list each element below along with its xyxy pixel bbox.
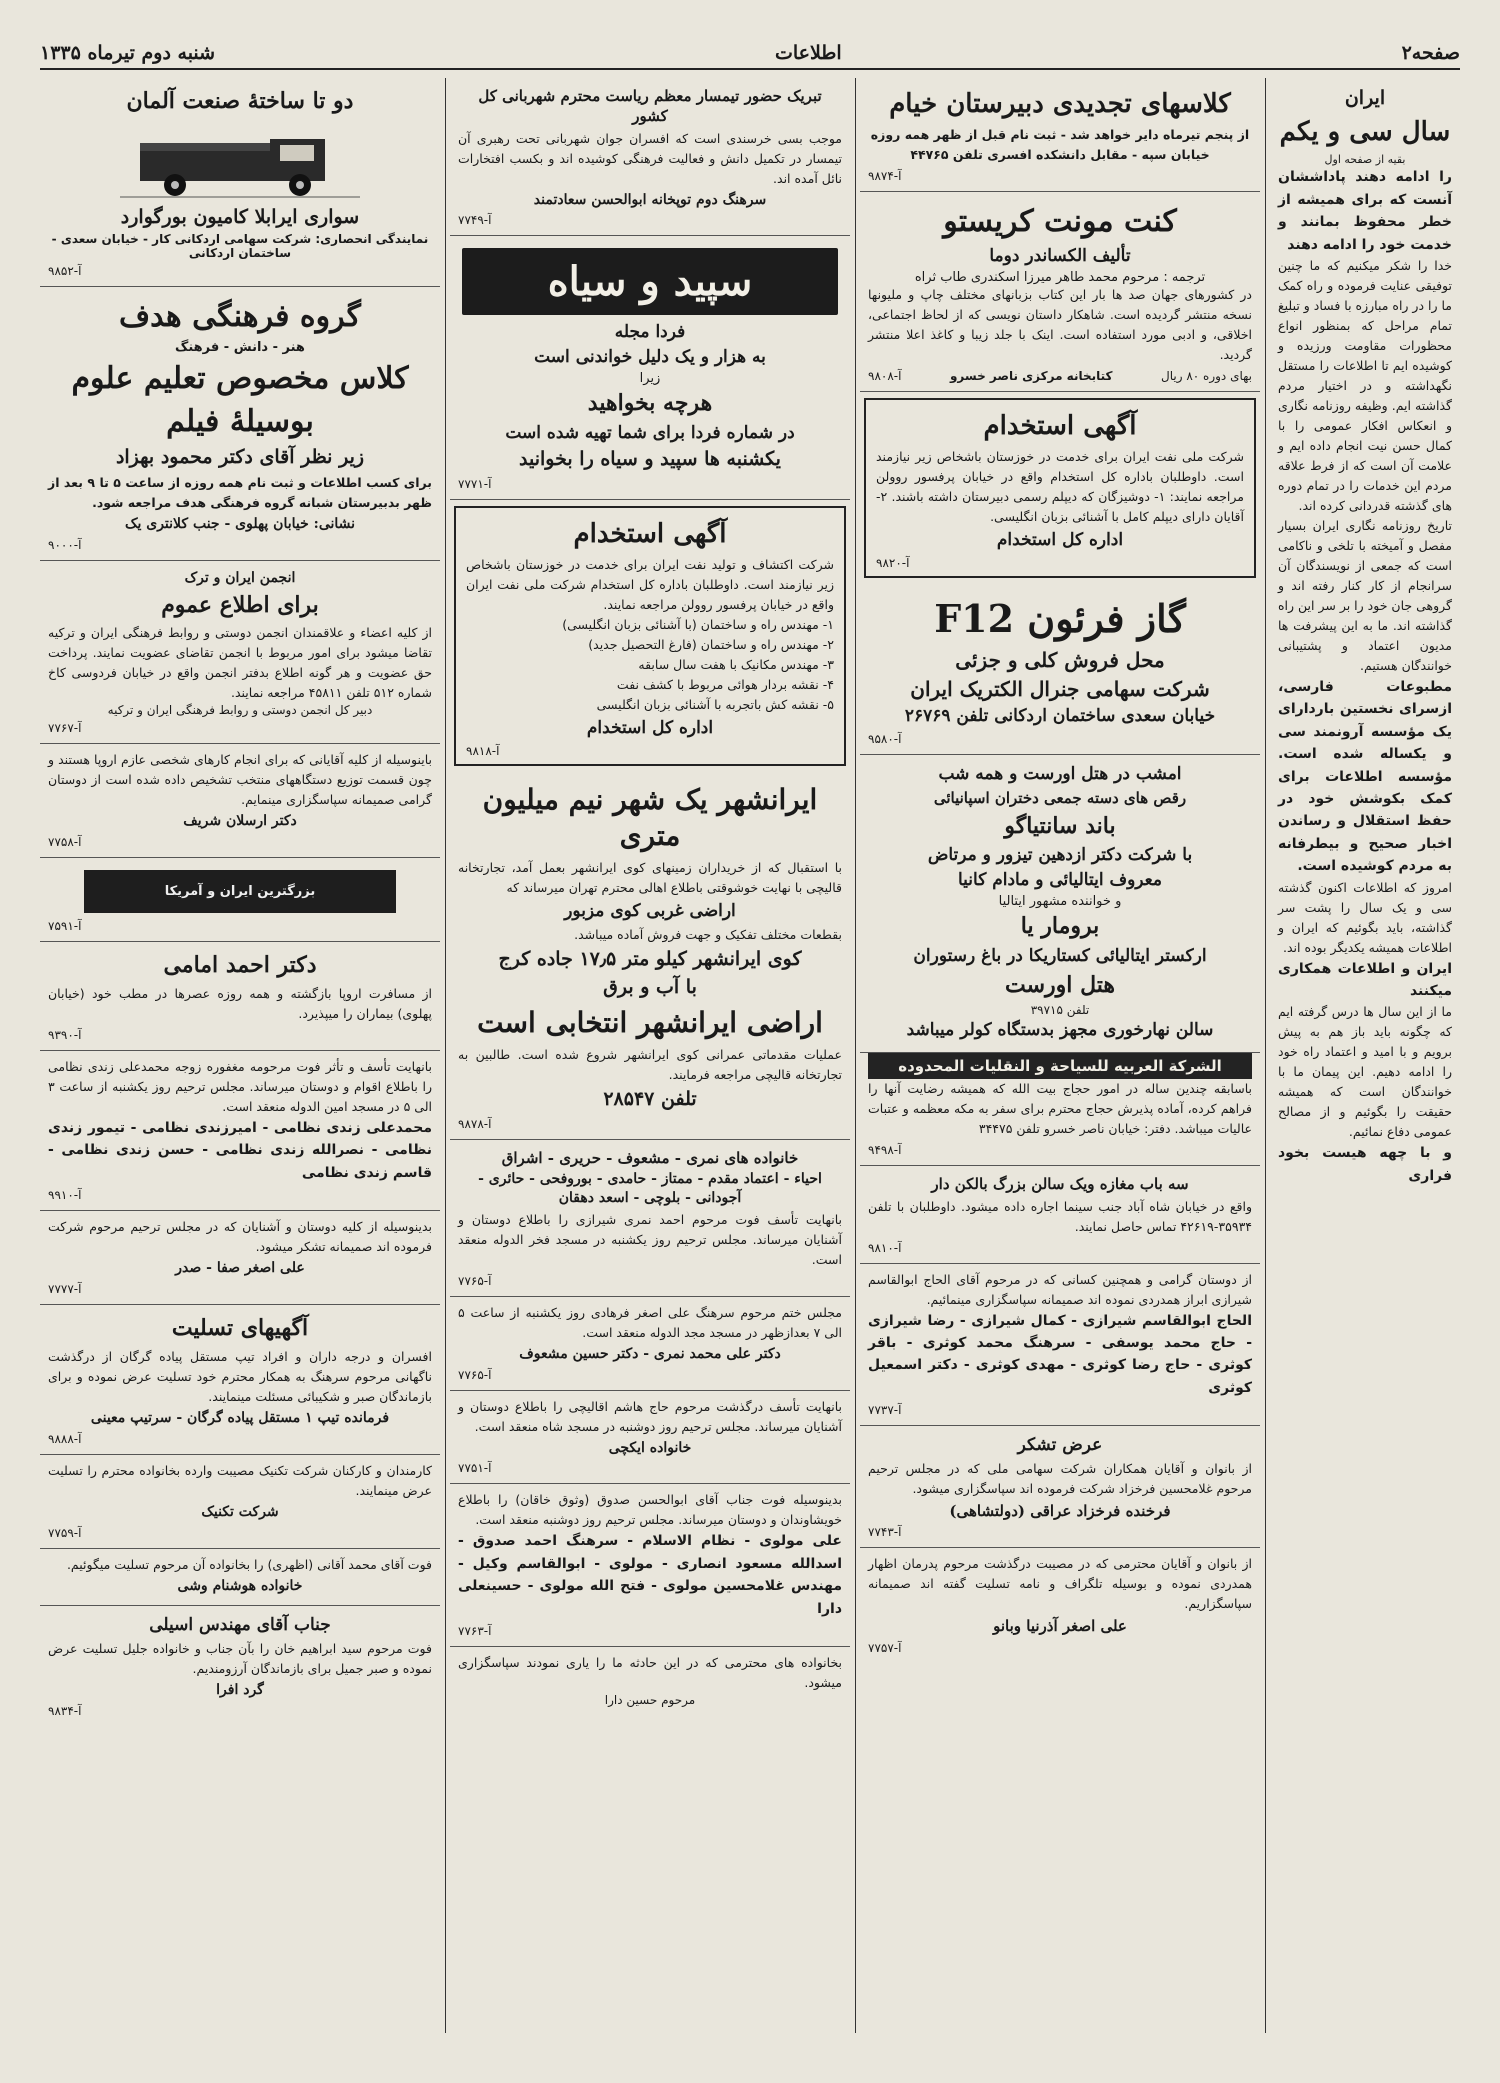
ad-subtitle: هنر - دانش - فرهنگ [175,340,305,356]
ad-highlight: با آب و برق [603,975,697,998]
ad-ref: آ-۹۸۵۲ [48,264,82,279]
ad-condolences-section [40,1305,440,1455]
editorial-paragraph: مطبوعات فارسی، ازسرای نخستین باردارای یک مؤسسه آرونمند سی و یکساله شده است. مؤسسه اطلاعات برای کمک بکوشش خود در حفظ استقلال و رساندن اخبار صحیح و بیطرفانه به مردم کوشیده است. [1278,679,1452,875]
ad-names: محمدعلی زندی نظامی - امیرزندی نظامی - تیمور زندی نظامی - نصرالله زندی نظامی - حسن زندی نظامی - قاسم زندی نظامی [48,1120,432,1181]
ad-ref: آ-۹۸۲۰ [876,556,910,571]
editorial-paragraph: تاریخ روزنامه نگاری ایران بسیار مفصل و آمیخته با تلخی و ناکامی است که جمعی از نویسندگان آن سرانجام از کار کنار رفته اند و گروهی جان خود را بر سر این راه گذاشته اند. ما به این پیشرفت ها مدیون اعتماد و پشتیبانی خوانندگان هستیم. [1278,518,1452,673]
ad-title: عرض تشکر [1017,1435,1103,1456]
ad-footer: مرحوم حسین دارا [604,1692,696,1707]
ad-line: در شماره فردا برای شما تهیه شده است [505,422,795,443]
ad-ref: آ-۹۰۰۰ [48,537,82,552]
ad-title: سه باب مغازه ویک سالن بزرگ بالکن دار [931,1175,1189,1194]
ad-signature: فرمانده تیپ ۱ مستقل پیاده گرگان - سرتیپ معینی [90,1409,390,1426]
ad-translator: ترجمه : مرحوم محمد طاهر میرزا اسکندری طاب ثراه [914,270,1206,286]
list-item: ۳- مهندس مکانیک با هفت سال سابقه [638,656,834,672]
ad-ref: آ-۹۸۷۸ [458,1116,492,1131]
ad-highlight: کوی ایرانشهر کیلو متر ۱۷٫۵ جاده کرج [498,948,802,971]
ad-text: فوت مرحوم سید ابراهیم خان را بآن جناب و خانواده جلیل تسلیت عرض نموده و صبر جمیل برای بازماندگان آرزومندیم. [48,1641,432,1677]
ad-text: برای کسب اطلاعات و ثبت نام همه روزه از ساعت ۵ تا ۹ بعد از ظهر بدبیرستان شبانه گروه فرهنگی هدف مراجعه شود. [48,474,432,510]
ad-title: آگهی استخدام [983,411,1137,442]
ad-ref: آ-۷۷۷۱ [458,476,492,491]
column-rule [445,78,446,2033]
ad-signature: سرهنگ دوم توپخانه ابوالحسن سعادتمند [533,191,767,208]
ad-title: دکتر احمد امامی [163,952,317,979]
editorial-paragraph: خدا را شکر میکنیم که ما چنین توفیقی عنایت فرموده و راه کمک ما را در راه مبارزه با فساد و تبلیغ تمام مراحل که بمنظور انواع محظورات مقاومت ورزیده و کوشیده ایم تا اطلاعات را مستقل نگهداشته و در اختیار مردم گذاشته ایم. وظیفه روزنامه نگاری و انعکاس افکار عمومی را با کمال حسن نیت انجام داده ایم و علامت آن است که از فرط علاقه مردم این خدمات را در تمام دوره های گذشته قدردانی کرده اند. [1278,258,1452,513]
ad-monte-cristo [860,192,1260,392]
ad-text: بخانواده های محترمی که در این حادثه ما را یاری نمودند سپاسگزاری میشود. [458,1654,842,1690]
continued-note: بقیه از صفحه اول [1324,153,1406,167]
ad-ref: آ-۷۷۷۷ [48,1282,82,1297]
ad-ref: آ-۷۷۶۵ [458,1273,492,1288]
ad-text: از بانوان و آقایان همکاران شرکت سهامی ملی که در مجلس ترحیم مرحوم غلامحسین فرخزاد شرکت فرموده اند سپاسگزاری میشود. [868,1461,1252,1497]
ad-text: بانهایت تأسف فوت مرحوم احمد نمری شیرازی را باطلاع دوستان و آشنایان میرساند. مجلس ترحیم روز یکشنبه در مسجد فخر الدوله منعقد است. [458,1211,842,1267]
ad-memorial-farhadi [450,1297,850,1391]
ad-text: باسابقه چندین ساله در امور حجاج بیت الله که همیشه رضایت آنها را فراهم کرده، آماده پذیرش حجاج محترم برای سفر به مکه معظمه و عتبات عالیات میباشد. دفتر: خیابان ناصر خسرو تلفن ۳۴۴۷۵ [868,1081,1252,1137]
ad-price: بهای دوره ۸۰ ریال [1161,369,1252,384]
ad-khayyam-classes [860,78,1260,192]
ad-text: موجب بسی خرسندی است که افسران جوان شهربانی تحت رهبری آن تیمسار در تکمیل دانش و فعالیت فرهنگی کوشیده اند و بکسب افتخارات نائل آمده اند. [458,130,842,186]
ad-ref: آ-۷۷۵۷ [868,1640,902,1655]
ad-title: برای اطلاع عموم [161,591,319,618]
ad-signature: شرکت تکنیک [201,1503,279,1520]
ad-ref: آ-۹۸۱۰ [868,1240,902,1255]
truck-illustration [120,121,360,201]
ad-signature: دکتر علی محمد نمری - دکتر حسین مشعوف [519,1345,781,1362]
ad-text: بقطعات مختلف تفکیک و جهت فروش آماده میباشد. [574,927,842,943]
ad-employment-exploration [454,506,846,766]
editorial-paragraph: امروز که اطلاعات اکنون گذشته سی و یک سال را پشت سر گذاشته، باید بگوئیم که ایران و اطلاعات همیشه یکدیگر بوده اند. [1278,879,1452,955]
ad-ref: آ-۷۷۶۷ [48,721,82,736]
ad-thanks-azarnia [860,1548,1260,1662]
ad-line: یکشنبه ها سپید و سیاه را بخوانید [519,447,781,470]
ads-column-4 [40,78,440,2033]
newspaper-name: اطلاعات [774,42,842,64]
ad-ref: آ-۹۸۷۴ [868,169,902,184]
ad-ref: آ-۹۴۹۸ [868,1143,902,1158]
column-rule [855,78,856,2033]
editorial-paragraph: ما از این سال ها درس گرفته ایم که چگونه باید باز هم به پیش برویم و با امید و اعتماد راه خود را ادامه دهیم. این پیمان ما با خوانندگان است که همیشه حقیقت را بگوئیم و از مصالح عمومی دفاع نمائیم. [1278,1004,1452,1140]
ad-title: گروه فرهنگی هدف [119,299,361,335]
ad-condolence-zandi [40,1051,440,1211]
ad-ref: آ-۹۸۰۸ [868,369,902,384]
ad-text: بانهایت تأسف و تأثر فوت مرحومه مغفوره زوجه محمدعلی زندی نظامی را باطلاع اقوام و دوستان میرساند. مجلس ترحیم روز یکشنبه از ساعت ۳ الی ۵ در مسجد امین الدوله منعقد است. [48,1059,432,1115]
ad-text: از کلیه اعضاء و علاقمندان انجمن دوستی و روابط فرهنگی ایران و ترکیه تقاضا میشود برای امور مربوط با انجمن تقاضای عضویت نمایند. پرداخت حق عضویت و هر گونه اطلاع بدفتر انجمن واقع در خیابان فردوسی کاخ شماره ۵۱۲ تلفن ۴۵۸۱۱ مراجعه نمایند. [48,625,432,701]
ad-ref: آ-۷۷۳۷ [868,1403,902,1418]
ad-signature: خانواده هوشنام وشی [177,1577,303,1594]
ad-signature: اداره کل استخدام [586,717,714,738]
ad-condolence-technik [40,1455,440,1549]
ad-thanks-shirazi [860,1264,1260,1427]
ad-product: سواری ایرابلا کامیون بورگوارد [120,205,360,228]
magazine-banner: سپید و سیاه [462,248,838,315]
ad-hadaf-group [40,287,440,561]
ad-title: گاز فرئون F12 [934,596,1186,642]
ad-ref: آ-۷۵۹۱ [48,919,82,934]
ad-arab-travel [860,1053,1260,1166]
ad-line: زیر نظر آقای دکتر محمود بهزاد [115,446,365,469]
ad-line: و خواننده مشهور ایتالیا [998,894,1122,910]
ad-line: فردا مجله [614,322,686,343]
ad-line: هرچه بخواهید [587,390,713,417]
ad-iran-turkey [40,561,440,745]
ad-line: ارکستر ایتالیائی کستاریکا در باغ رستوران [913,945,1207,966]
ad-ref: آ-۹۸۸۸ [48,1431,82,1446]
ad-stamp-box [40,858,440,942]
ad-ref: آ-۹۸۱۸ [466,743,500,758]
ads-column-2 [860,78,1260,2033]
ad-author: تألیف الکساندر دوما [989,246,1131,267]
ad-title: کلاسهای تجدیدی دبیرستان خیام [889,89,1231,119]
ad-borgward [40,78,440,287]
ad-text: بدینوسیله فوت جناب آقای ابوالحسن صدوق (وثوق خاقان) را باطلاع خویشاوندان و دوستان میرساند. مجلس ترحیم روز دوشنبه منعقد است. [458,1492,842,1528]
ad-line: هتل اورست [1005,971,1115,998]
ad-text: عملیات مقدماتی عمرانی کوی ایرانشهر شروع شده است. طالبین به تجارتخانه قالیچی مراجعه فرمایند. [458,1046,842,1082]
ad-names: احیاء - اعتماد مقدم - ممتاز - حامدی - بوروفحی - حائری - آجودانی - بلوچی - اسعد دهقان [478,1170,822,1206]
ad-text: مجلس ختم مرحوم سرهنگ علی اصغر فرهادی روز یکشنبه از ساعت ۵ الی ۷ بعدازظهر در مسجد مجد الدوله منعقد است. [458,1304,842,1340]
ad-title: کنت مونت کریستو [943,204,1177,240]
ad-sharif [40,744,440,858]
ad-signature: اداره کل استخدام [996,530,1124,551]
editorial-column [1270,78,1460,2033]
ad-text: فوت آقای محمد آقانی (اظهری) را بخانواده آن مرحوم تسلیت میگوئیم. [66,1556,432,1572]
ad-iranshahr [450,772,850,1140]
ad-title: جناب آقای مهندس اسیلی [149,1615,331,1636]
editorial-title: سال سی و یکم [1279,116,1451,147]
ad-title: دو تا ساختهٔ صنعت آلمان [126,88,354,114]
ad-employment-oil [864,398,1256,578]
ad-ref: آ-۷۷۶۵ [458,1367,492,1382]
ad-thanks-safa [40,1211,440,1305]
ad-ref: آ-۷۷۶۳ [458,1623,492,1638]
ad-signature: گرد افرا [216,1682,264,1699]
stamp-block: بزرگترین ایران و آمریکا [84,870,396,913]
ad-line: باند سانتیاگو [1004,812,1116,839]
list-item: ۲- مهندس راه و ساختمان (فارغ التحصیل جدید) [588,636,834,652]
list-item: ۱- مهندس راه و ساختمان (با آشنائی بزبان انگلیسی) [562,616,834,632]
ad-highlight: اراضی غربی کوی مزبور [564,901,736,922]
ad-congrats-police [450,78,850,236]
ad-ref: آ-۷۷۵۸ [48,835,82,850]
ad-line: به هزار و یک دلیل خواندنی است [534,347,766,368]
ad-thanks-dara [450,1647,850,1715]
ad-phone: تلفن ۳۹۷۱۵ [1030,1003,1090,1018]
ad-line: رقص های دسته جمعی دختران اسپانیائی [933,789,1187,808]
ad-names: الحاج ابوالقاسم شیرازی - کمال شیرازی - رضا شیرازی - حاج محمد یوسفی - سرهنگ محمد کوثری - باقر کوثری - حاج رضا کوثری - مهدی کوثری - دکتر اسمعیل کوثری [868,1312,1252,1396]
ads-column-3 [450,78,850,2033]
ad-line: برومار یا [1020,913,1100,940]
ad-text: باینوسیله از کلیه آقایانی که برای انجام کارهای شخصی عازم اروپا هستند و چون قسمت توزیع دستگاههای منتخب تشخیص داده شده است از دوستان گرامی صمیمانه سپاسگزاری مینمایم. [48,752,432,808]
ad-text: از پنجم تیرماه دایر خواهد شد - ثبت نام قبل از ظهر همه روزه خیابان سپه - مقابل دانشکده افسری تلفن ۴۴۷۶۵ [870,127,1250,163]
ad-title: آگهی استخدام [573,518,727,549]
ad-title: تبریک حضور تیمسار معظم ریاست محترم شهربانی کل کشور [478,87,822,126]
list-item: ۵- نقشه کش باتجربه با آشنائی بزبان انگلیسی [596,696,834,712]
ad-freon-gas [860,584,1260,755]
ad-text: با استقبال که از خریداران زمینهای کوی ایرانشهر بعمل آمد، تجارتخانه قالیچی با نهایت خوشوقتی باطلاع اهالی محترم تهران میرساند که [458,860,842,896]
ad-names: علی مولوی - نظام الاسلام - سرهنگ احمد صدوق - اسدالله مسعود انصاری - مولوی - ابوالقاسم وکیل - مهندس غلامحسین مولوی - فتح الله مولوی - حسینعلی دارا [458,1533,842,1617]
ad-sepid-siah [450,236,850,499]
ad-ref: آ-۹۳۹۰ [48,1028,82,1043]
ad-line: کلاس مخصوص تعلیم علوم [71,361,409,397]
page-number: صفحه۲ [1401,42,1460,64]
ad-ref: آ-۷۷۵۱ [458,1461,492,1476]
editorial-lead: را ادامه دهند پاداششان آنست که برای همیشه از خطر محفوظ بمانند و خدمت خود را ادامه دهند [1278,169,1452,253]
ad-title: ایرانشهر یک شهر نیم میلیون متری [482,782,818,852]
ad-shops-rent [860,1166,1260,1263]
ad-title: الشرکة العربیه للسیاحة و النقلیات المحدوده [868,1053,1252,1079]
section-label: ایران [1344,87,1386,109]
ad-line: محل فروش کلی و جزئی [955,648,1165,673]
ad-ref: آ-۷۷۴۹ [458,213,492,228]
ad-condolence-aghani [40,1549,440,1607]
list-item: ۴- نقشه بردار هوائی مربوط با کشف نفت [616,676,834,692]
ad-thanks-farrokhzad [860,1426,1260,1548]
ad-agent: نمایندگی انحصاری: شرکت سهامی اردکانی کار - خیابان سعدی - ساختمان اردکانی [51,232,429,261]
ad-text: افسران و درجه داران و افراد تیپ مستقل پیاده گرگان از درگذشت ناگهانی مرحوم سرهنگ به همکار محترم خود تسلیت عرض نموده و برای بازماندگان صبر و شکیبائی مسئلت مینمایند. [48,1348,432,1404]
ad-hotel-everest [860,755,1260,1053]
ad-heading: امشب در هتل اورست و همه شب [938,764,1182,785]
ad-title: اراضی ایرانشهر انتخابی است [477,1005,823,1039]
ad-condolence-iqalichi [450,1391,850,1485]
ad-signature: فرخنده فرخزاد عراقی (دولتشاهی) [949,1502,1171,1521]
ad-signature: خانواده ایکچی [608,1439,692,1456]
ad-ref: آ-۹۹۱۰ [48,1188,82,1203]
ad-title: خانواده های نمری - مشعوف - حریری - اشراق [501,1148,799,1167]
ad-line: زیرا [639,371,661,387]
ad-signature: علی اصغر آذرنیا وبانو [993,1617,1127,1636]
ad-text: بدینوسیله از کلیه دوستان و آشنایان که در مجلس ترحیم مرحوم شرکت فرموده اند صمیمانه تشکر میشود. [48,1219,432,1255]
ad-text: از دوستان گرامی و همچنین کسانی که در مرحوم آقای الحاج ابوالقاسم شیرازی ابراز همدردی نموده اند صمیمانه سپاسگزاری مینمائیم. [868,1271,1252,1307]
ad-ref: آ-۷۷۴۳ [868,1525,902,1540]
ad-line: سالن نهارخوری مجهز بدستگاه کولر میباشد [906,1020,1214,1041]
ad-ref: آ-۹۸۳۴ [48,1704,82,1719]
ad-ref: آ-۹۵۸۰ [868,732,902,747]
ad-ref: آ-۷۷۵۹ [48,1525,82,1540]
ad-condolence-asili [40,1606,440,1726]
ad-line: شرکت سهامی جنرال الکتریک ایران [910,677,1210,702]
ad-line: بوسیلهٔ فیلم [166,404,314,440]
ad-dr-emami [40,942,440,1051]
ad-text: در کشورهای جهان صد ها بار این کتاب بزبانهای مختلف چاپ و ملیونها نسخه منتشر گردیده است. شاهکار داستان نویسی که از لحاظ اجتماعی، اخلاقی، و ادبی مورد استفاده است. اینک با جلد زیبا و کاغذ اعلا منتشر گردید. [868,287,1252,363]
ad-text: بانهایت تأسف درگذشت مرحوم حاج هاشم اقالیچی را باطلاع دوستان و آشنایان میرساند. مجلس ترحیم روز دوشنبه در مسجد شاه منعقد است. [458,1398,842,1434]
ad-signature: علی اصغر صفا - صدر [175,1260,305,1277]
ad-text: شرکت اکتشاف و تولید نفت ایران برای خدمت در خوزستان باشخاص زیر نیازمند است. داوطلبان باداره کل استخدام شرکت ملی نفت ایران واقع در خیابان پرفسور روولن مراجعه نمایند. [466,556,834,612]
ad-signature: دکتر ارسلان شریف [183,813,297,830]
ad-org: انجمن ایران و ترک [184,569,296,586]
ad-text: شرکت ملی نفت ایران برای خدمت در خوزستان باشخاص زیر نیازمند است. داوطلبان باداره کل استخدام واقع در خیابان پرفسور روولن مراجعه نمایند: ۱- دوشیزگان که دیپلم رسمی دبیرستان داشته باشند. ۲- آقایان دارای دیپلم کامل با آشنائی بزبان انگلیسی. [876,449,1244,525]
ad-shop: کتابخانه مرکزی ناصر خسرو [949,369,1113,384]
editorial-closing: و با چهه هیست بخود فراری [1278,1145,1452,1184]
ad-signature: دبیر کل انجمن دوستی و روابط فرهنگی ایران و ترکیه [107,703,373,718]
ad-text: کارمندان و کارکنان شرکت تکنیک مصیبت وارده بخانواده محترم را تسلیت عرض مینمایند. [48,1462,432,1498]
editorial-highlight: ایران و اطلاعات همکاری میکنند [1278,960,1452,999]
ad-text: واقع در خیابان شاه آباد جنب سینما اجاره داده میشود. داوطلبان با تلفن ۳۵۹۳۴-۴۲۶۱۹ تماس حاصل نمایند. [868,1198,1252,1234]
ad-condolence-nemari [450,1140,850,1297]
column-rule [1265,78,1266,2033]
ad-title: آگهیهای تسلیت [171,1315,309,1342]
ad-line: معروف ایتالیائی و مادام کانیا [958,870,1162,891]
ad-condolence-sadough [450,1484,850,1647]
issue-date: شنبه دوم تیرماه ۱۳۳۵ [40,42,216,64]
ad-phone: تلفن ۲۸۵۴۷ [603,1087,697,1110]
ad-text: از مسافرت اروپا بازگشته و همه روزه عصرها در مطب خود (خیابان پهلوی) بیماران را میپذیرد. [48,986,432,1022]
ad-line: با شرکت دکتر ازدهین تیزور و مرتاض [927,845,1193,866]
ad-text: از بانوان و آقایان محترمی که در مصیبت درگذشت مرحوم پدرمان اظهار همدردی نموده و بوسیله تلگراف و نامه تسلیت گفته اند صمیمانه سپاسگزاریم. [868,1556,1252,1612]
ad-line: خیابان سعدی ساختمان اردکانی تلفن ۲۶۷۶۹ [904,706,1216,727]
page-header [40,38,1460,70]
ad-address: نشانی: خیابان پهلوی - جنب کلانتری یک [124,515,356,532]
